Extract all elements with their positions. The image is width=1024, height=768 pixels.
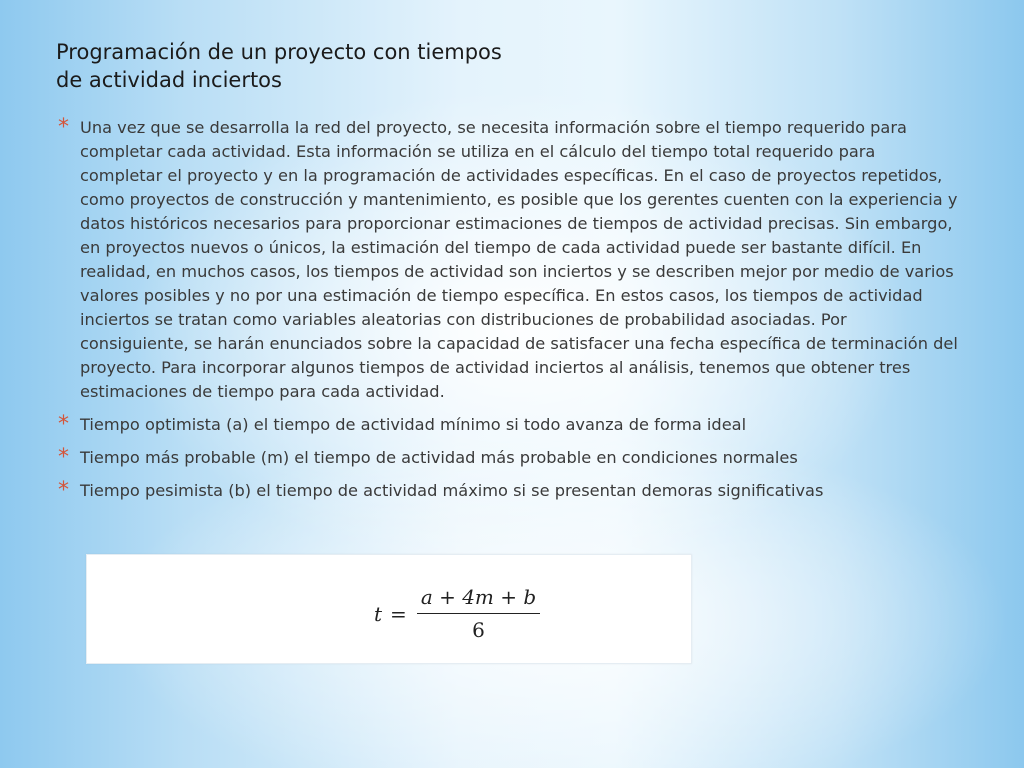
formula-fraction (417, 585, 540, 642)
bullet-list (58, 116, 958, 512)
bullet-item-most-probable (58, 446, 958, 470)
slide-title-line-1: Programación de un proyecto con tiempos (56, 40, 502, 64)
bullet-text: Tiempo optimista (a) el tiempo de actividad mínimo si todo avanza de forma ideal (80, 415, 747, 434)
slide-title-line-2: de actividad inciertos (56, 68, 282, 92)
formula-numerator: a + 4m + b (417, 585, 540, 614)
bullet-asterisk-icon: * (58, 445, 69, 470)
slide-title (56, 38, 616, 94)
bullet-text: Una vez que se desarrolla la red del proyecto, se necesita información sobre el tiempo requerido para completar cada actividad. Esta información se utiliza en el cálculo del tiempo total requerido para completar el proyecto y en la programación de actividades específicas. En el caso de proyectos repetidos, como proyectos de construcción y mantenimiento, es posible que los gerentes cuenten con la experiencia y datos históricos necesarios para proporcionar estimaciones de tiempos de actividad precisas. Sin embargo, en proyectos nuevos o únicos, la estimación del tiempo de cada actividad puede ser bastante difícil. En realidad, en muchos casos, los tiempos de actividad son inciertos y se describen mejor por medio de varios valores posibles y no por una estimación de tiempo específica. En estos casos, los tiempos de actividad inciertos se tratan como variables aleatorias con distribuciones de probabilidad asociadas. Por consiguiente, se harán enunciados sobre la capacidad de satisfacer una fecha específica de terminación del proyecto. Para incorporar algunos tiempos de actividad inciertos al análisis, tenemos que obtener tres estimaciones de tiempo para cada actividad. (80, 118, 958, 401)
bullet-text: Tiempo más probable (m) el tiempo de actividad más probable en condiciones normales (80, 448, 798, 467)
bullet-item-intro (58, 116, 958, 404)
bullet-item-optimistic (58, 413, 958, 437)
bullet-item-pessimistic (58, 479, 958, 503)
formula-equals: = (390, 601, 407, 626)
bullet-text: Tiempo pesimista (b) el tiempo de actividad máximo si se presentan demoras significativas (80, 481, 824, 500)
formula-lhs: t (374, 601, 383, 626)
bullet-asterisk-icon: * (58, 412, 69, 437)
bullet-asterisk-icon: * (58, 115, 69, 140)
expected-time-formula (374, 585, 540, 642)
bullet-asterisk-icon: * (58, 478, 69, 503)
formula-denominator: 6 (472, 618, 485, 642)
